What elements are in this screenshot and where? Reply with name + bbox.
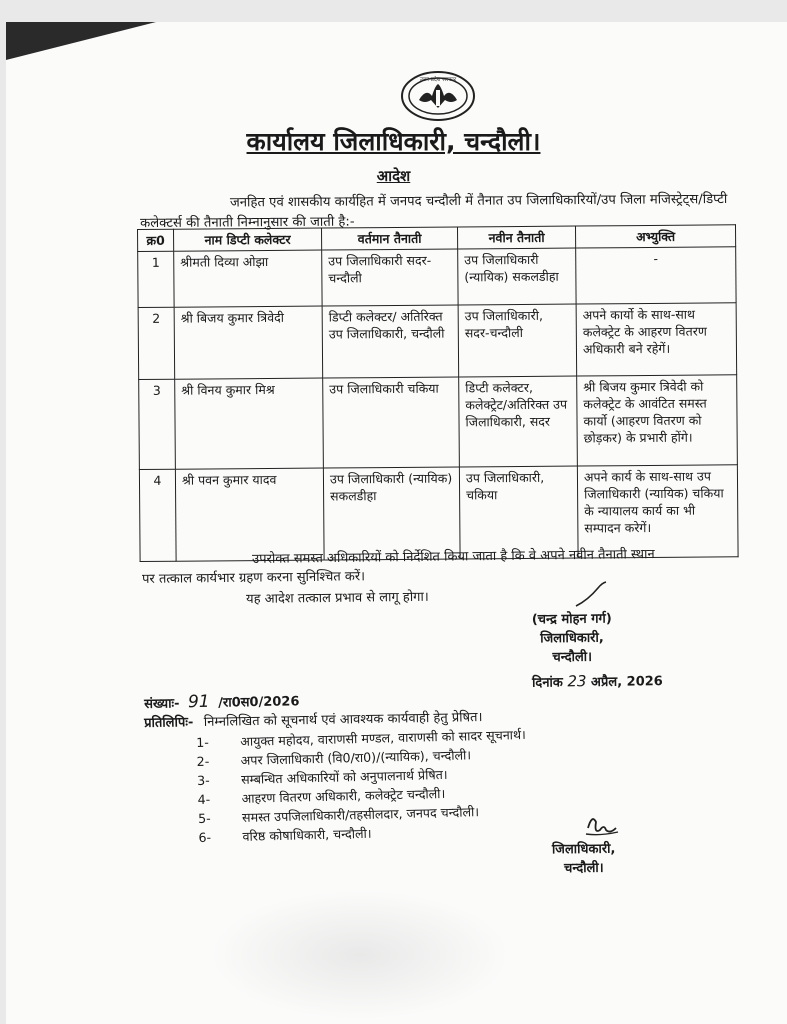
cell-sno: 2	[138, 307, 175, 379]
list-item: 6- वरिष्ठ कोषाधिकारी, चन्दौली।	[198, 825, 372, 845]
signatory-designation: जिलाधिकारी,	[540, 630, 604, 647]
svg-text:उत्तर प्रदेश सरकार: उत्तर प्रदेश सरकार	[419, 77, 457, 83]
cell-new-posting: उप जिलाधिकारी (न्यायिक) सकलडीहा	[458, 248, 576, 305]
instruction-paragraph-line1: उपरोक्त समस्त अधिकारियों को निर्देशित किया जाता है कि वे अपने नवीन तैनाती स्थान	[252, 547, 655, 567]
date-handwritten: 23	[567, 672, 587, 691]
copy-label: प्रतिलिपिः-	[144, 715, 194, 731]
recipient-list	[196, 725, 528, 847]
cell-new-posting: उप जिलाधिकारी, चकिया	[459, 466, 578, 559]
header-sno: क्र0	[138, 229, 174, 251]
table-row	[138, 247, 736, 308]
signatory-name: (चन्द्र मोहन गर्ग)	[531, 611, 612, 628]
copy-lead-text: निम्नलिखित को सूचनार्थ एवं आवश्यक कार्यवाही हेतु प्रेषित।	[203, 710, 483, 730]
footer-designation: जिलाधिकारी,	[551, 841, 616, 858]
folded-corner	[6, 22, 156, 60]
ref-number: 91	[187, 691, 210, 713]
date-label: दिनांक	[531, 675, 563, 691]
list-item: 5- समस्त उपजिलाधिकारी/तहसीलदार, जनपद चन्दौली।	[197, 804, 480, 826]
ref-label: संख्याः-	[144, 696, 180, 712]
cell-remarks: अपने कार्य के साथ-साथ उप जिलाधिकारी (न्यायिक) चकिया के न्यायालय कार्य का भी सम्पादन करेगें।	[577, 465, 738, 558]
cell-current-posting: उप जिलाधिकारी सदर-चन्दौली	[322, 249, 458, 306]
header-remarks: अभ्युक्ति	[575, 225, 735, 248]
cell-new-posting: उप जिलाधिकारी, सदर-चन्दौली	[458, 304, 577, 377]
office-title: कार्यालय जिलाधिकारी, चन्दौली।	[246, 127, 541, 156]
intro-paragraph: जनहित एवं शासकीय कार्यहित में जनपद चन्दौली में तैनात उप जिलाधिकारियों/उप जिला मजिस्ट्रेट्स/डिप्टी कलेक्टर्स की तैनाती निम्नानुसार की जाती है:-	[140, 191, 728, 232]
list-item: 2- अपर जिलाधिकारी (वि0/रा0)/(न्यायिक), चन्दौली।	[196, 747, 472, 769]
signature-mark	[572, 580, 612, 610]
header-current-posting: वर्तमान तैनाती	[321, 227, 457, 250]
ref-suffix: /रा0स0/2026	[218, 694, 300, 711]
cell-new-posting: डिप्टी कलेक्टर, कलेक्ट्रेट/अतिरिक्त उप जिलाधिकारी, सदर	[459, 376, 578, 467]
cell-current-posting: उप जिलाधिकारी चकिया	[323, 377, 460, 468]
cell-name: श्री बिजय कुमार त्रिवेदी	[174, 306, 323, 379]
cell-current-posting: उप जिलाधिकारी (न्यायिक) सकलडीहा	[323, 467, 460, 560]
header-name: नाम डिप्टी कलेक्टर	[174, 228, 322, 251]
dispatch-date	[532, 671, 663, 691]
header-new-posting: नवीन तैनाती	[457, 226, 575, 249]
list-item: 3- सम्बन्धित अधिकारियों को अनुपालनार्थ प्रेषित।	[196, 766, 448, 788]
footer-place: चन्दौली।	[563, 860, 604, 877]
cell-sno: 1	[138, 251, 174, 307]
instruction-paragraph-line2: पर तत्काल कार्यभार ग्रहण करना सुनिश्चित करें।	[142, 569, 366, 587]
cell-current-posting: डिप्टी कलेक्टर/ अतिरिक्त उप जिलाधिकारी, चन्दौली	[322, 305, 459, 378]
cell-name: श्री विनय कुमार मिश्र	[175, 378, 324, 469]
cell-name: श्रीमती दिव्या ओझा	[174, 250, 322, 307]
table-row	[138, 303, 737, 380]
cell-remarks: -	[576, 247, 736, 304]
date-month-year: अप्रैल, 2026	[590, 674, 663, 691]
order-heading: आदेश	[376, 167, 411, 185]
cell-name: श्री पवन कुमार यादव	[175, 468, 324, 561]
table-row	[139, 375, 738, 470]
cell-sno: 3	[139, 379, 176, 469]
initials-signature	[582, 810, 622, 840]
posting-table	[137, 224, 739, 562]
signatory-place: चन्दौली।	[552, 649, 593, 666]
reference-number-line	[144, 690, 300, 713]
signatory-block	[532, 610, 613, 668]
cell-remarks: अपने कार्यो के साथ-साथ कलेक्ट्रेट के आहरण वितरण अधिकारी बने रहेगें।	[576, 303, 737, 376]
footer-signatory	[552, 840, 616, 879]
list-item: 4- आहरण वितरण अधिकारी, कलेक्ट्रेट चन्दौली।	[197, 785, 446, 807]
up-government-emblem	[399, 70, 477, 122]
effect-paragraph: यह आदेश तत्काल प्रभाव से लागू होगा।	[246, 589, 429, 607]
cell-remarks: श्री बिजय कुमार त्रिवेदी को कलेक्ट्रेट के आवंटित समस्त कार्यो (आहरण वितरण को छोड़कर) के प्रभारी होंगे।	[577, 375, 738, 466]
cell-sno: 4	[139, 469, 176, 561]
paper-smudge	[210, 890, 510, 1020]
list-item: 1- आयुक्त महोदय, वाराणसी मण्डल, वाराणसी को सादर सूचनार्थ।	[196, 726, 526, 750]
